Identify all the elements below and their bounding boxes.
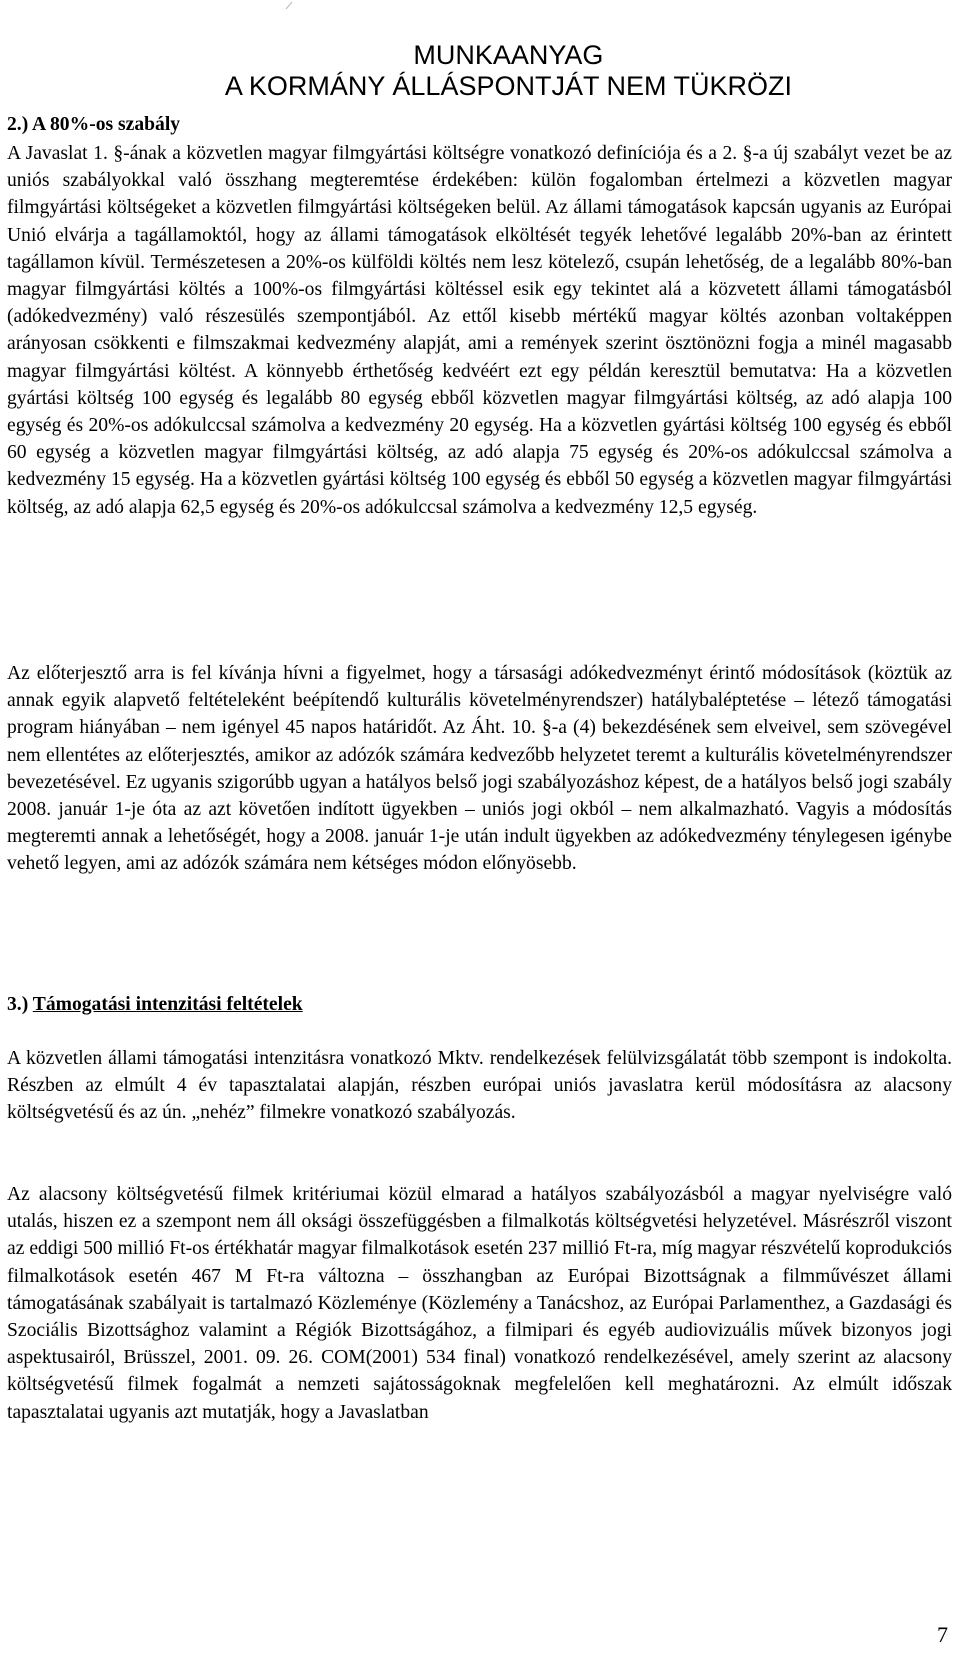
section-3-title-text: Támogatási intenzitási feltételek [32, 994, 303, 1015]
section-2-paragraph-2: Az előterjesztő arra is fel kívánja hívni a figyelmet, hogy a társasági adókedvezményt érintő módosítások (köztük az annak egyik alapvető feltételeként beépítendő kulturális követelményrendszer) hatálybaléptetése – létező támogatási program hiányában – nem igényel 45 napos határidőt. Az Áht. 10. §-a (4) bekezdésének sem elveivel, sem szövegével nem ellentétes az előterjesztés, amikor az adózók számára kedvezőbb helyzetet teremt a kulturális követelményrendszer bevezetésével. Ez ugyanis szigorúbb ugyan a hatályos belső jogi szabályozáshoz képest, de a hatályos belső jogi szabály 2008. január 1-je óta az azt követően indított ügyekben – uniós jogi okból – nem alkalmazható. Vagyis a módosítás megteremti annak a lehetőségét, hogy a 2008. január 1-je után indult ügyekben az adókedvezmény ténylegesen igénybe vehető legyen, ami az adózók számára nem kétséges módon előnyösebb. [7, 663, 952, 875]
section-2-body [7, 140, 952, 521]
draft-header [225, 40, 792, 102]
section-3-paragraph-1: A közvetlen állami támogatási intenzitásra vonatkozó Mktv. rendelkezések felülvizsgálatát több szempont is indokolta. Részben az elmúlt 4 év tapasztalatai alapján, részben európai uniós javaslatra kerül módosításra az alacsony költségvetésű és az ún. „nehéz” filmekre vonatkozó szabályozás. [7, 1048, 952, 1124]
page-number: 7 [937, 1622, 948, 1647]
header-line-2: A KORMÁNY ÁLLÁSPONTJÁT NEM TÜKRÖZI [224, 71, 792, 101]
section-3-body [7, 1045, 952, 1127]
section-2-body-continued [7, 660, 952, 878]
section-3-paragraph-2: Az alacsony költségvetésű filmek kritériumai közül elmarad a hatályos szabályozásból a magyar nyelviségre való utalás, hiszen ez a szempont nem áll oksági összefüggésben a filmalkotás költségvetési helyzetével. Másrészről viszont az eddigi 500 millió Ft-os értékhatár magyar filmalkotások esetén 237 millió Ft-ra, míg magyar részvételű koprodukciós filmalkotások esetén 467 M Ft-ra változna – összhangban az Európai Bizottságnak a filmművészet állami támogatásának szabályait is tartalmazó Közleménye (Közlemény a Tanácshoz, az Európai Parlamenthez, a Gazdasági és Szociális Bizottsághoz valamint a Régiók Bizottságához, a filmipari és egyéb audiovizuális művek bizonyos jogi aspektusairól, Brüsszel, 2001. 09. 26. COM(2001) 534 final) vonatkozó rendelkezésével, amely szerint az alacsony költségvetésű filmek fogalmát a nemzeti sajátosságoknak megfelelően kell meghatározni. Az elmúlt időszak tapasztalatai ugyanis azt mutatják, hogy a Javaslatban [7, 1184, 952, 1423]
section-3-body-continued [7, 1181, 952, 1426]
section-2-paragraph-1: A Javaslat 1. §-ának a közvetlen magyar filmgyártási költségre vonatkozó definíciója és a 2. §-a új szabályt vezet be az uniós szabályokkal való összhang megteremtése érdekében: külön fogalomban értelmezi a közvetlen magyar filmgyártási költségeket a közvetlen filmgyártási költségeken belül. Az állami támogatások kapcsán ugyanis az Európai Unió elvárja a tagállamoktól, hogy az állami támogatások elköltését tegyék lehetővé legalább 20%-ban az érintett tagállamon kívül. Természetesen a 20%-os külföldi költés nem lesz kötelező, csupán lehetőség, de a legalább 80%-ban magyar filmgyártási költés a 100%-os filmgyártási költéssel esik egy tekintet alá a közvetett állami támogatásból (adókedvezmény) való részesülés szempontjából. Az ettől kisebb mértékű magyar költés azonban voltaképpen arányosan csökkenti e filmszakmai kedvezmény alapját, ami a remények szerint ösztönözni fogja a minél magasabb magyar filmgyártási költést. A könnyebb érthetőség kedvéért ezt egy példán keresztül bemutatva: Ha a közvetlen gyártási költség 100 egység és legalább 80 egység ebből közvetlen magyar filmgyártási költség, az adó alapja 100 egység és 20%-os adókulccsal számolva a kedvezmény 20 egység. Ha a közvetlen gyártási költség 100 egység és ebből 60 egység a közvetlen magyar filmgyártási költség, az adó alapja 75 egység és 20%-os adókulccsal számolva a kedvezmény 15 egység. Ha a közvetlen gyártási költség 100 egység és ebből 50 egység a közvetlen magyar filmgyártási költség, az adó alapja 62,5 egység és 20%-os adókulccsal számolva a kedvezmény 12,5 egység. [7, 143, 952, 518]
section-3-title [7, 994, 303, 1016]
scan-mark [285, 0, 295, 10]
section-3-number: 3.) [7, 994, 33, 1015]
section-2-title: 2.) A 80%-os szabály [7, 114, 181, 135]
header-line-1: MUNKAANYAG [413, 40, 604, 70]
